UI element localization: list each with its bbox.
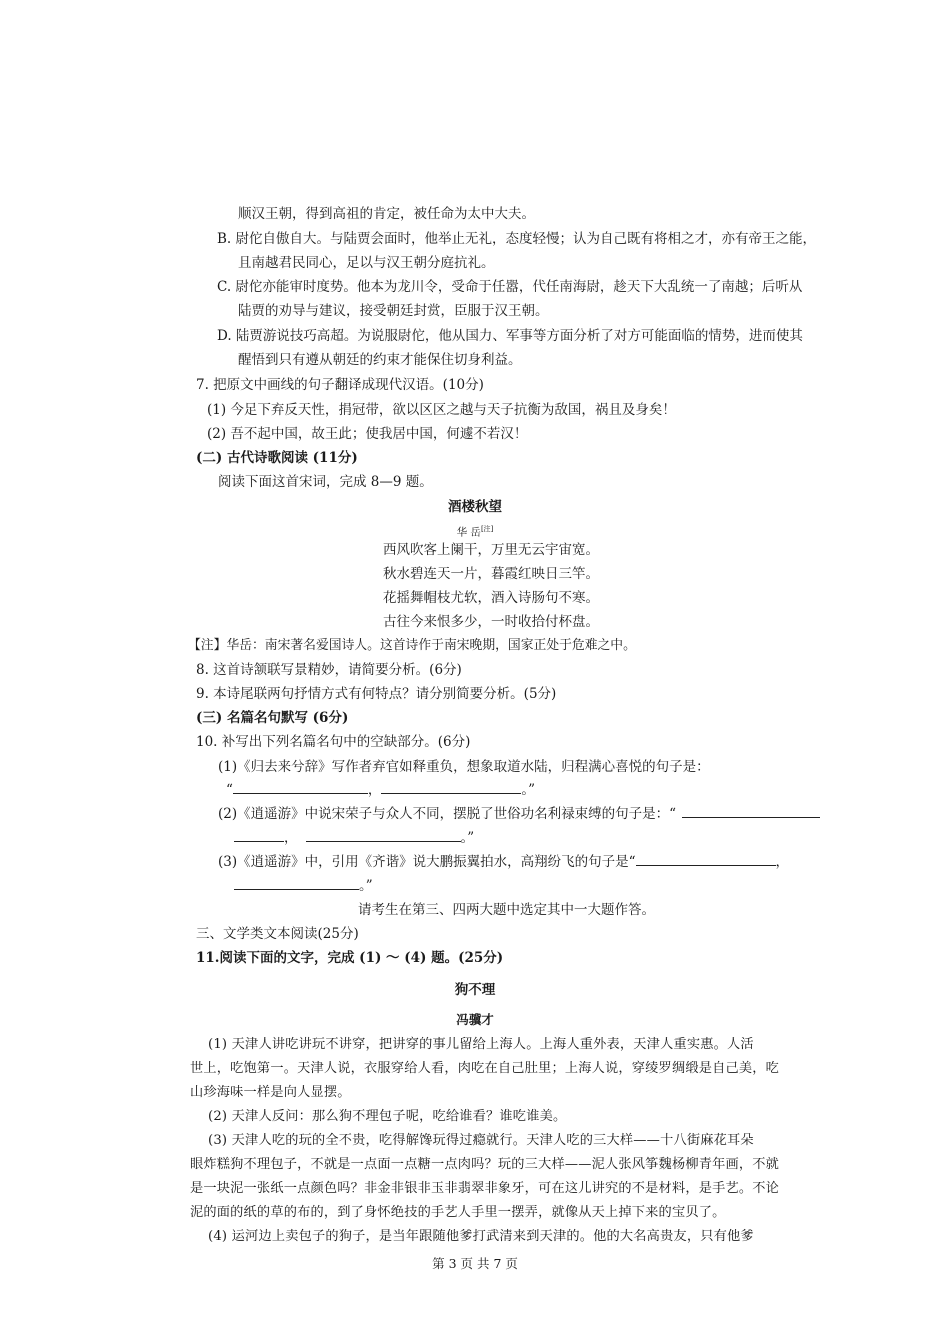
q6-option-c-line2: 陆贾的劝导与建议，接受朝廷封赏，臣服于汉王朝。 — [238, 303, 549, 319]
poem-author: 华 岳[注] — [456, 525, 494, 539]
q6-option-d-line2: 醒悟到只有遵从朝廷的约束才能保住切身利益。 — [238, 352, 522, 368]
q10-item-2-blanks: ， 。” — [234, 829, 474, 847]
q9: 9. 本诗尾联两句抒情方式有何特点？请分别简要分析。(5分) — [196, 686, 557, 702]
q6-option-d-line1: D. 陆贾游说技巧高超。为说服尉佗，他从国力、军事等方面分析了对方可能面临的情势，进而使其 — [217, 328, 803, 344]
story-author: 冯骥才 — [456, 1012, 494, 1027]
q10-item-1: (1)《归去来兮辞》写作者弃官如释重负，想象取道水陆，归程满心喜悦的句子是： — [218, 759, 710, 775]
story-title: 狗不理 — [454, 982, 496, 998]
q10-item-1-blanks: “ ， 。” — [226, 782, 536, 798]
q6-option-c-line1: C. 尉佗亦能审时度势。他本为龙川令，受命于任嚣，代任南海尉，趁天下大乱统一了南越；后听从 — [217, 279, 803, 295]
q10-item-3: (3)《逍遥游》中，引用《齐谐》说大鹏振翼拍水，高翔纷飞的句子是“ ， — [218, 854, 790, 870]
poem-line-3: 花摇舞帽枝尤软，酒入诗肠句不寒。 — [383, 590, 599, 606]
poetry-intro: 阅读下面这首宋词，完成 8—9 题。 — [218, 474, 433, 490]
story-para-4-line-1: (4) 运河边上卖包子的狗子，是当年跟随他爹打武清来到天津的。他的大名高贵友，只有他爹 — [208, 1229, 754, 1244]
q11-stem: 11.阅读下面的文字，完成 (1) ～ (4) 题。(25分) — [196, 950, 504, 966]
poem-line-4: 古往今来恨多少，一时收拾付杯盘。 — [383, 614, 599, 630]
story-para-3-line-2: 眼炸糕狗不理包子，不就是一点面一点糖一点肉吗？玩的三大样——泥人张风筝魏杨柳青年画，不就 — [190, 1157, 780, 1172]
story-para-3-line-1: (3) 天津人吃的玩的全不贵，吃得解馋玩得过瘾就行。天津人吃的三大样——十八街麻花耳朵 — [208, 1133, 754, 1148]
poem-line-2: 秋水碧连天一片，暮霞红映日三竿。 — [383, 566, 599, 582]
q7-sentence-1: (1) 今足下弃反天性，捐冠带，欲以区区之越与天子抗衡为敌国，祸且及身矣！ — [207, 402, 676, 418]
part3-heading: 三、文学类文本阅读(25分) — [196, 926, 359, 942]
story-para-1-line-2: 世上，吃饱第一。天津人说，衣服穿给人看，肉吃在自己肚里；上海人说，穿绫罗绸缎是自己美，吃 — [190, 1061, 780, 1076]
q10-stem: 10. 补写出下列名篇名句中的空缺部分。(6分) — [196, 734, 471, 750]
page-footer: 第 3 页 共 7 页 — [432, 1256, 518, 1271]
section-poetry-heading: (二) 古代诗歌阅读 (11分) — [196, 450, 358, 466]
story-para-1-line-1: (1) 天津人讲吃讲玩不讲穿，把讲穿的事儿留给上海人。上海人重外表，天津人重实惠。人活 — [208, 1037, 754, 1052]
q6-option-b-line1: B. 尉佗自傲自大。与陆贾会面时，他举止无礼，态度轻慢；认为自己既有将相之才，亦有帝王之能， — [217, 231, 817, 247]
q10-item-2: (2)《逍遥游》中说宋荣子与众人不同，摆脱了世俗功名利禄束缚的句子是：“ — [218, 805, 820, 823]
answer-instruction: 请考生在第三、四两大题中选定其中一大题作答。 — [358, 902, 655, 918]
section-recitation-heading: (三) 名篇名句默写 (6分) — [196, 710, 349, 726]
q6-option-a-continuation: 顺汉王朝，得到高祖的肯定，被任命为太中大夫。 — [238, 206, 535, 222]
q10-item-3-blank: 。” — [234, 877, 373, 895]
poem-line-1: 西风吹客上阑干，万里无云宇宙宽。 — [383, 542, 599, 558]
story-para-3-line-3: 是一块泥一张纸一点颜色吗？非金非银非玉非翡翠非象牙，可在这儿讲究的不是材料，是手艺。不论 — [190, 1181, 780, 1196]
poem-note: 【注】华岳：南宋著名爱国诗人。这首诗作于南宋晚期，国家正处于危难之中。 — [188, 638, 636, 653]
q6-option-b-line2: 且南越君民同心，足以与汉王朝分庭抗礼。 — [238, 255, 495, 271]
story-para-3-line-4: 泥的面的纸的草的布的，到了身怀绝技的手艺人手里一摆弄，就像从天上掉下来的宝贝了。 — [190, 1205, 726, 1220]
q7-sentence-2: (2) 吾不起中国，故王此；使我居中国，何遽不若汉！ — [207, 426, 528, 442]
q7-stem: 7. 把原文中画线的句子翻译成现代汉语。(10分) — [196, 377, 484, 393]
poem-title: 酒楼秋望 — [448, 499, 502, 515]
story-para-2: (2) 天津人反问：那么狗不理包子呢，吃给谁看？谁吃谁美。 — [208, 1109, 567, 1124]
q8: 8. 这首诗颔联写景精妙，请简要分析。(6分) — [196, 662, 462, 678]
story-para-1-line-3: 山珍海味一样是向人显摆。 — [190, 1085, 351, 1100]
